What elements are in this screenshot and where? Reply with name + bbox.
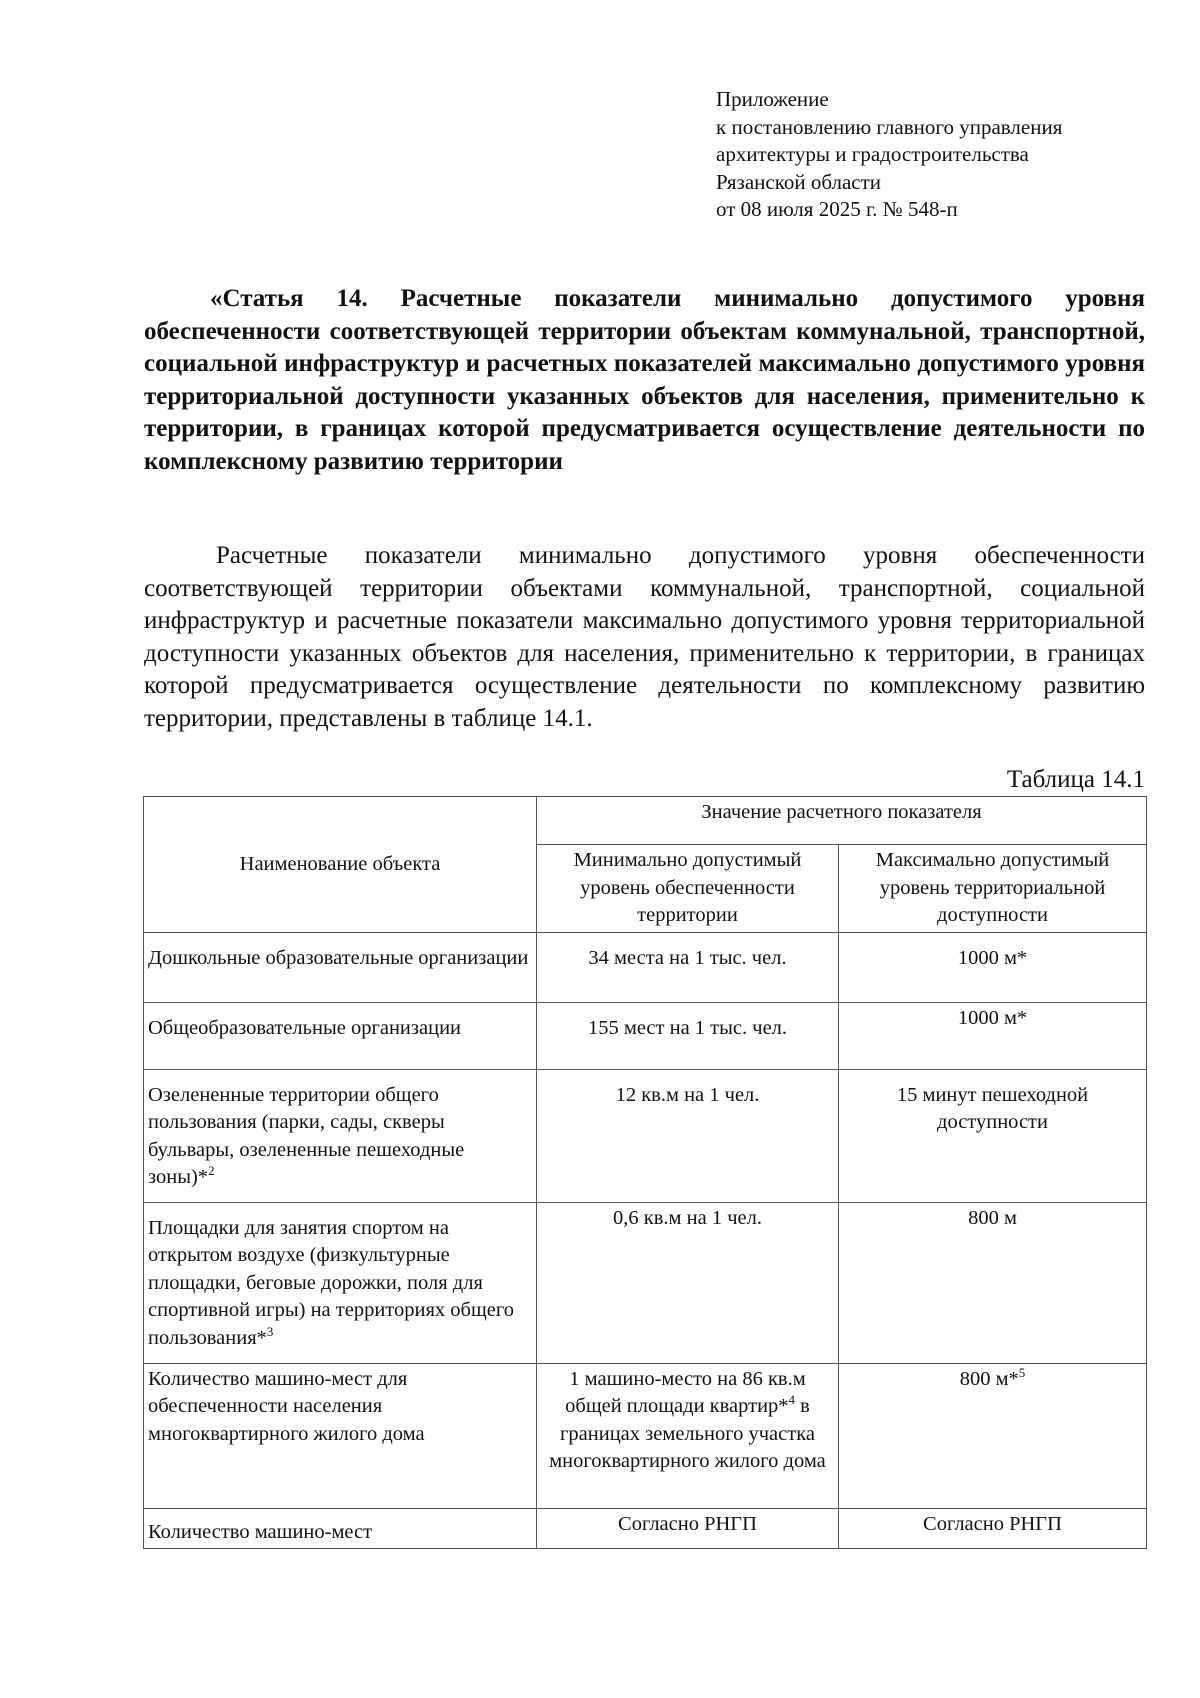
indicators-table — [143, 796, 1147, 1549]
row-max-value: 800 м — [839, 1202, 1147, 1363]
row-max-value: 15 минут пешеходной доступности — [839, 1069, 1147, 1202]
header-object-name: Наименование объекта — [144, 797, 537, 933]
table-row — [144, 1508, 1147, 1549]
table-row — [144, 1202, 1147, 1363]
table-row — [144, 1363, 1147, 1508]
article-title-block — [144, 283, 1145, 478]
row-max-value: 800 м*$^5$ — [839, 1363, 1147, 1508]
row-object-name: Дошкольные образовательные организации — [144, 932, 537, 1002]
header-max-level: Максимально допустимый уровень территориальной доступности — [839, 845, 1147, 933]
row-object-name: Общеобразовательные организации — [144, 1002, 537, 1069]
row-object-name: Количество машино-мест — [144, 1508, 537, 1549]
row-object-name: Количество машино-мест для обеспеченности населения многоквартирного жилого дома — [144, 1363, 537, 1508]
appendix-block — [716, 86, 1062, 224]
table-caption: Таблица 14.1 — [1006, 766, 1145, 793]
row-min-value: 12 кв.м на 1 чел. — [537, 1069, 839, 1202]
appendix-line: от 08 июля 2025 г. № 548-п — [716, 197, 958, 221]
appendix-line: Рязанской области — [716, 169, 882, 194]
appendix-line: к постановлению главного управления — [716, 114, 1063, 139]
row-min-value: 34 места на 1 тыс. чел. — [537, 932, 839, 1002]
header-value-group: Значение расчетного показателя — [537, 797, 1147, 845]
row-max-value: 1000 м* — [839, 932, 1147, 1002]
row-min-value: Согласно РНГП — [537, 1508, 839, 1549]
row-min-value: 1 машино-место на 86 кв.м общей площади квартир*$^4$ в границах земельного участка многоквартирного жилого дома — [537, 1363, 839, 1508]
table-row — [144, 1002, 1147, 1069]
row-max-value: Согласно РНГП — [839, 1508, 1147, 1549]
table-row — [144, 932, 1147, 1002]
appendix-line: архитектуры и градостроительства — [716, 142, 1029, 166]
appendix-line: Приложение — [716, 87, 829, 111]
row-object-name: Площадки для занятия спортом на открытом воздухе (физкультурные площадки, беговые дорожки, поля для спортивной игры) на территориях общего пользования*$^3$ — [144, 1202, 537, 1363]
article-paragraph: Расчетные показатели минимально допустимого уровня обеспеченности соответствующей территории объектами коммунальной, транспортной, социальной инфраструктур и расчетные показатели максимально допустимого уровня территориальной доступности указанных объектов для населения, применительно к территории, в границах которой предусматривается осуществление деятельности по комплексному развитию территории, представлены в таблице 14.1. — [144, 542, 1145, 732]
article-paragraph-block — [144, 540, 1145, 735]
article-title: «Статья 14. Расчетные показатели минимально допустимого уровня обеспеченности соответствующей территории объектам коммунальной, транспортной, социальной инфраструктур и расчетных показателей максимально допустимого уровня территориальной доступности указанных объектов для населения, применительно к территории, в границах которой предусматривается осуществление деятельности по комплексному развитию территории — [144, 285, 1145, 475]
row-min-value: 155 мест на 1 тыс. чел. — [537, 1002, 839, 1069]
row-object-name: Озелененные территории общего пользования (парки, сады, скверы бульвары, озелененные пешеходные зоны)*$^2$ — [144, 1069, 537, 1202]
header-min-level: Минимально допустимый уровень обеспеченности территории — [537, 845, 839, 933]
table-row — [144, 1069, 1147, 1202]
row-max-value: 1000 м* — [839, 1002, 1147, 1069]
row-min-value: 0,6 кв.м на 1 чел. — [537, 1202, 839, 1363]
